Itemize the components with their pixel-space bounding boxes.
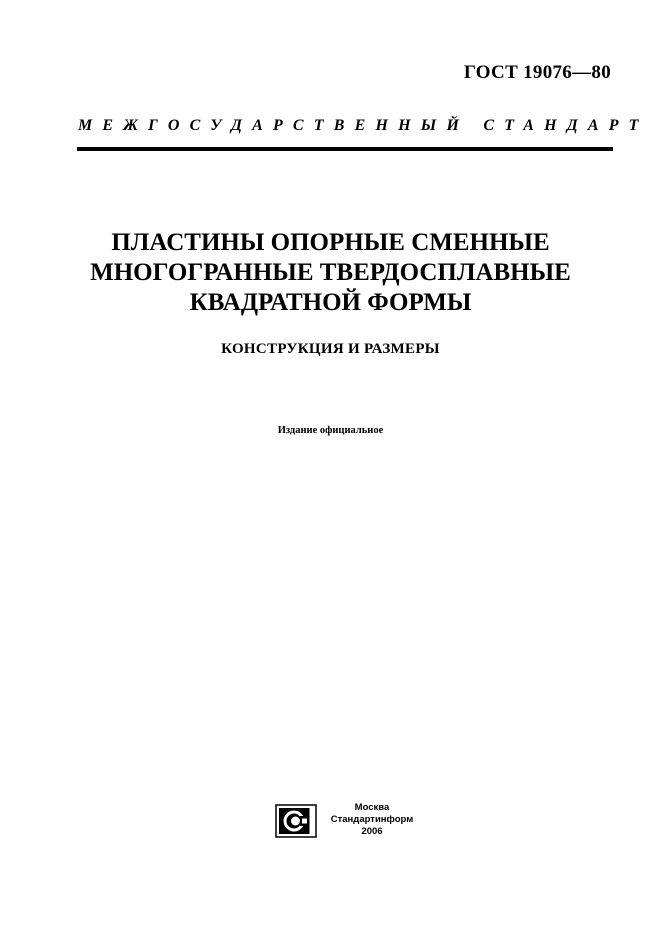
subtitle: КОНСТРУКЦИЯ И РАЗМЕРЫ	[221, 341, 440, 357]
main-title	[60, 228, 601, 318]
header-rule	[77, 147, 613, 151]
publisher-text	[327, 802, 417, 838]
doc-number: ГОСТ 19076—80	[463, 62, 611, 83]
publisher-year: 2006	[361, 826, 383, 837]
title-line-3: КВАДРАТНОЙ ФОРМЫ	[189, 289, 472, 316]
publisher-name: Стандартинформ	[330, 814, 414, 825]
edition-note: Издание официальное	[277, 425, 384, 436]
title-line-1: ПЛАСТИНЫ ОПОРНЫЕ СМЕННЫЕ	[111, 229, 550, 256]
standartinform-logo-icon	[275, 804, 317, 838]
title-line-2: МНОГОГРАННЫЕ ТВЕРДОСПЛАВНЫЕ	[90, 259, 571, 286]
publisher-city: Москва	[354, 802, 390, 813]
standard-type-heading: МЕЖГОСУДАРСТВЕННЫЙ СТАНДАРТ	[78, 117, 649, 134]
